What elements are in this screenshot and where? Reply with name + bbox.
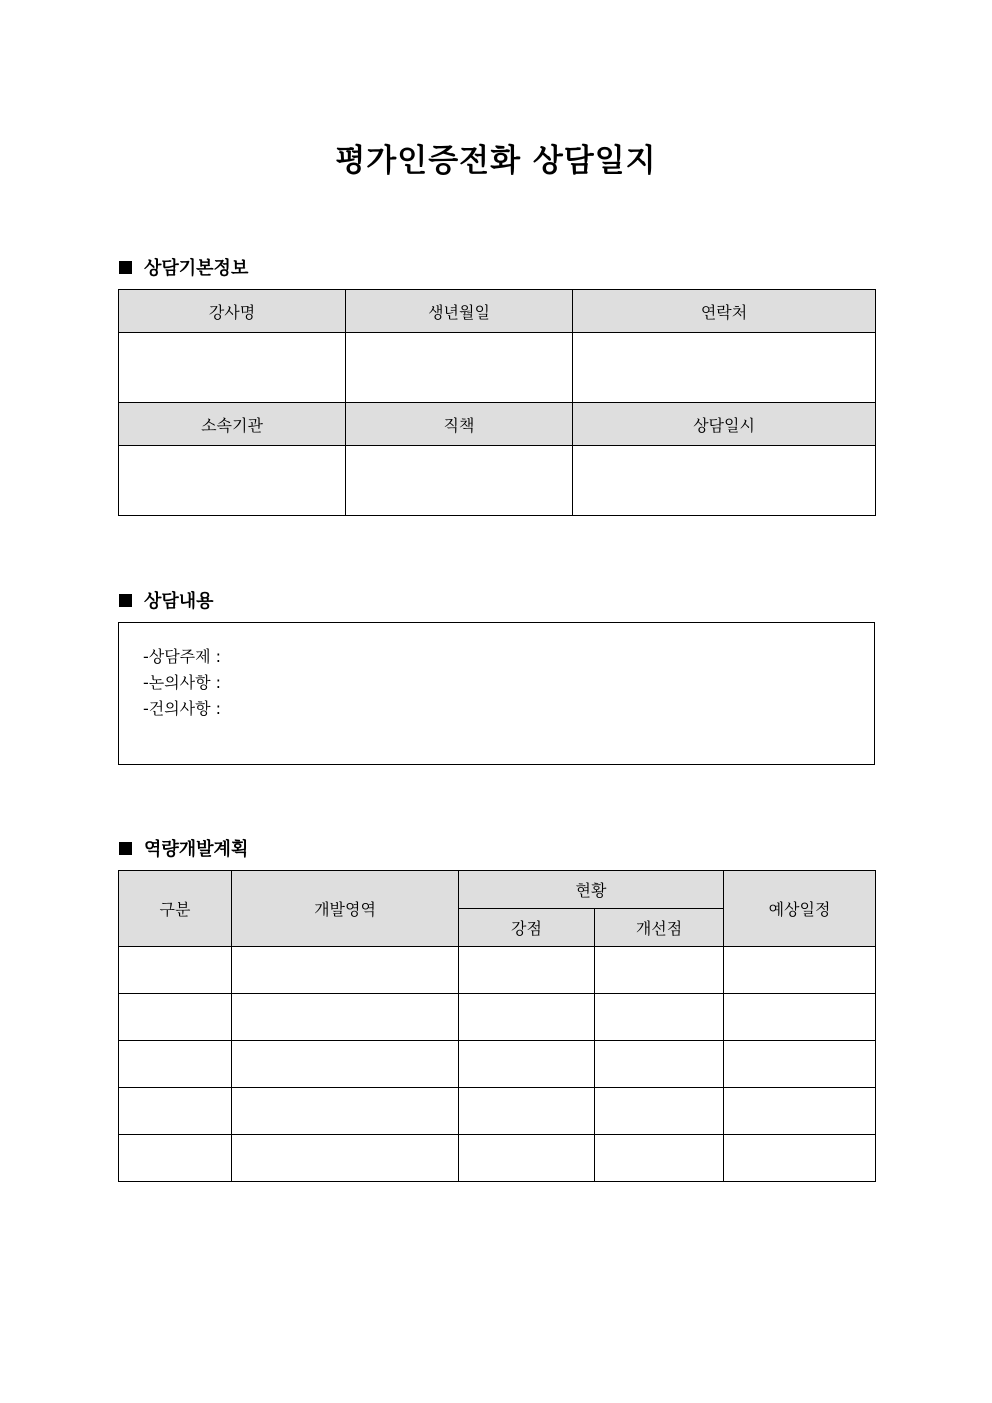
consult-topic-line: -상담주제 : [143, 647, 222, 666]
table-row [119, 1041, 876, 1088]
improvement-cell[interactable] [595, 1135, 724, 1182]
header-birth-date: 생년월일 [346, 290, 573, 333]
strength-cell[interactable] [459, 1088, 595, 1135]
header-position: 직책 [346, 403, 573, 446]
discussion-items-line: -논의사항 : [143, 673, 222, 692]
header-affiliation: 소속기관 [119, 403, 346, 446]
header-dev-area: 개발영역 [232, 871, 459, 947]
header-category: 구분 [119, 871, 232, 947]
suggestions-line: -건의사항 : [143, 699, 222, 718]
square-bullet-icon [119, 594, 132, 607]
improvement-cell[interactable] [595, 1088, 724, 1135]
birth-date-cell[interactable] [346, 333, 573, 403]
category-cell[interactable] [119, 1088, 232, 1135]
category-cell[interactable] [119, 1041, 232, 1088]
table-row [119, 994, 876, 1041]
consult-content-box[interactable] [118, 622, 875, 765]
square-bullet-icon [119, 842, 132, 855]
contact-cell[interactable] [573, 333, 876, 403]
section-heading-basic-info [119, 254, 248, 280]
header-current-status: 현황 [459, 871, 724, 909]
schedule-cell[interactable] [724, 947, 876, 994]
dev-area-cell[interactable] [232, 1135, 459, 1182]
header-expected-schedule: 예상일정 [724, 871, 876, 947]
affiliation-cell[interactable] [119, 446, 346, 516]
dev-plan-table [118, 870, 876, 1182]
page-title: 평가인증전화 상담일지 [335, 143, 657, 179]
dev-area-cell[interactable] [232, 947, 459, 994]
header-strength: 강점 [459, 909, 595, 947]
section-heading-label: 상담내용 [144, 591, 214, 612]
improvement-cell[interactable] [595, 1041, 724, 1088]
section-heading-label: 역량개발계획 [144, 839, 249, 860]
header-consult-datetime: 상담일시 [573, 403, 876, 446]
instructor-name-cell[interactable] [119, 333, 346, 403]
schedule-cell[interactable] [724, 1135, 876, 1182]
strength-cell[interactable] [459, 1135, 595, 1182]
basic-info-table [118, 289, 876, 516]
schedule-cell[interactable] [724, 994, 876, 1041]
category-cell[interactable] [119, 1135, 232, 1182]
improvement-cell[interactable] [595, 947, 724, 994]
header-contact: 연락처 [573, 290, 876, 333]
table-row [119, 947, 876, 994]
section-heading-consult-content [119, 587, 214, 613]
square-bullet-icon [119, 261, 132, 274]
dev-area-cell[interactable] [232, 994, 459, 1041]
strength-cell[interactable] [459, 994, 595, 1041]
schedule-cell[interactable] [724, 1041, 876, 1088]
section-heading-label: 상담기본정보 [144, 258, 249, 279]
header-improvement: 개선점 [595, 909, 724, 947]
header-instructor-name: 강사명 [119, 290, 346, 333]
table-row [119, 1135, 876, 1182]
consult-datetime-cell[interactable] [573, 446, 876, 516]
section-heading-dev-plan [119, 835, 248, 861]
strength-cell[interactable] [459, 947, 595, 994]
category-cell[interactable] [119, 947, 232, 994]
category-cell[interactable] [119, 994, 232, 1041]
table-row [119, 1088, 876, 1135]
position-cell[interactable] [346, 446, 573, 516]
improvement-cell[interactable] [595, 994, 724, 1041]
dev-area-cell[interactable] [232, 1088, 459, 1135]
schedule-cell[interactable] [724, 1088, 876, 1135]
dev-area-cell[interactable] [232, 1041, 459, 1088]
strength-cell[interactable] [459, 1041, 595, 1088]
